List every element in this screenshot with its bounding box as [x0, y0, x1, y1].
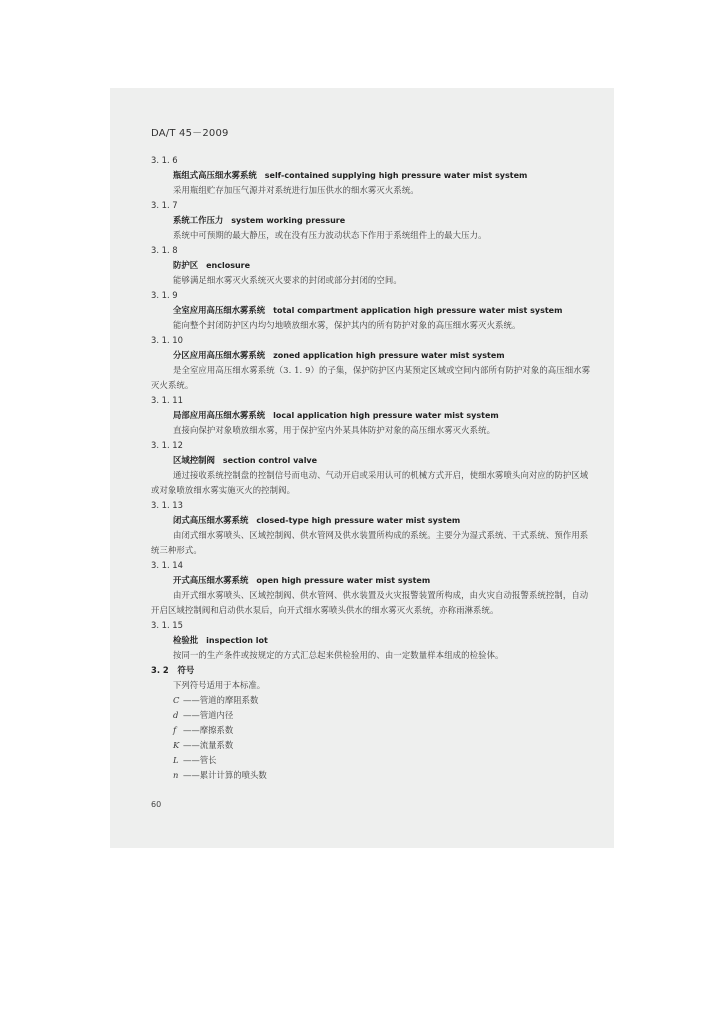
entry-number: 3. 1. 6 [151, 155, 178, 165]
entry-definition: 直接向保护对象喷放细水雾，用于保护室内外某具体防护对象的高压细水雾灭火系统。 [173, 425, 496, 435]
symbol-desc: ——管道的摩阻系数 [183, 695, 259, 705]
term-zh: 分区应用高压细水雾系统 [173, 350, 266, 360]
symbol-desc: ——累计计算的喷头数 [183, 770, 267, 780]
entry-number: 3. 1. 11 [151, 395, 183, 405]
symbol: K [173, 740, 180, 750]
symbol-item [151, 768, 591, 783]
entry-number: 3. 1. 9 [151, 290, 178, 300]
entry-number: 3. 1. 10 [151, 335, 183, 345]
section-number: 3. 2 [151, 665, 169, 675]
term-en: total compartment application high pressure water mist system [273, 306, 563, 315]
symbol: n [173, 770, 179, 780]
entry-3-1-10 [151, 333, 591, 393]
term-en: zoned application high pressure water mist system [273, 351, 505, 360]
entry-term [151, 348, 591, 363]
entry-3-1-15 [151, 618, 591, 663]
section-title: 符号 [177, 665, 195, 675]
symbols-intro: 下列符号适用于本标准。 [173, 680, 266, 690]
symbols-section [151, 663, 591, 783]
document-body [151, 153, 591, 783]
symbol-desc: ——管道内径 [183, 710, 234, 720]
entry-definition: 由闭式细水雾喷头、区域控制阀、供水管网及供水装置所构成的系统。主要分为湿式系统、干式系统、预作用系统三种形式。 [151, 530, 589, 555]
term-en: local application high pressure water mist system [273, 411, 499, 420]
symbol: f [173, 725, 177, 735]
entry-term [151, 513, 591, 528]
entry-definition: 采用瓶组贮存加压气源并对系统进行加压供水的细水雾灭火系统。 [173, 185, 419, 195]
entry-definition: 能够满足细水雾灭火系统灭火要求的封闭或部分封闭的空间。 [173, 275, 402, 285]
symbol: d [173, 710, 179, 720]
entry-term [151, 573, 591, 588]
symbol-item [151, 708, 591, 723]
term-zh: 开式高压细水雾系统 [173, 575, 249, 585]
entry-number: 3. 1. 7 [151, 200, 178, 210]
term-en: self-contained supplying high pressure water mist system [264, 171, 528, 180]
entry-3-1-13 [151, 498, 591, 558]
symbol-item [151, 723, 591, 738]
entry-3-1-14 [151, 558, 591, 618]
symbol-item [151, 738, 591, 753]
entry-3-1-7 [151, 198, 591, 243]
entry-3-1-9 [151, 288, 591, 333]
term-en: section control valve [222, 456, 318, 465]
entry-3-1-11 [151, 393, 591, 438]
term-zh: 闭式高压细水雾系统 [173, 515, 249, 525]
entry-3-1-6 [151, 153, 591, 198]
symbol: C [173, 695, 180, 705]
entry-definition: 系统中可预期的最大静压，或在没有压力波动状态下作用于系统组件上的最大压力。 [173, 230, 487, 240]
symbol-desc: ——管长 [183, 755, 217, 765]
symbol-item [151, 753, 591, 768]
standard-code: DA/T 45－2009 [151, 128, 229, 139]
term-en: inspection lot [206, 636, 268, 645]
symbol-desc: ——流量系数 [183, 740, 234, 750]
entry-term [151, 408, 591, 423]
entry-number: 3. 1. 14 [151, 560, 183, 570]
term-zh: 全室应用高压细水雾系统 [173, 305, 266, 315]
entry-definition: 按同一的生产条件或按规定的方式汇总起来供检验用的、由一定数量样本组成的检验体。 [173, 650, 504, 660]
entry-term [151, 303, 591, 318]
entry-definition: 是全室应用高压细水雾系统（3. 1. 9）的子集，保护防护区内某预定区域或空间内部所有防护对象的高压细水雾灭火系统。 [151, 365, 591, 390]
entry-definition: 能向整个封闭防护区内均匀地喷放细水雾，保护其内的所有防护对象的高压细水雾灭火系统。 [173, 320, 521, 330]
symbol: L [173, 755, 179, 765]
term-zh: 系统工作压力 [173, 215, 224, 225]
entry-term [151, 213, 591, 228]
entry-number: 3. 1. 8 [151, 245, 178, 255]
term-zh: 局部应用高压细水雾系统 [173, 410, 266, 420]
symbol-desc: ——摩擦系数 [183, 725, 234, 735]
term-en: enclosure [206, 261, 251, 270]
term-zh: 瓶组式高压细水雾系统 [173, 170, 257, 180]
section-heading [151, 663, 591, 678]
entry-term [151, 633, 591, 648]
page-number: 60 [151, 800, 162, 809]
term-en: system working pressure [231, 216, 346, 225]
entry-term [151, 453, 591, 468]
entry-number: 3. 1. 15 [151, 620, 183, 630]
entry-3-1-12 [151, 438, 591, 498]
entry-term [151, 258, 591, 273]
entry-3-1-8 [151, 243, 591, 288]
term-en: closed-type high pressure water mist system [256, 516, 461, 525]
entry-term [151, 168, 591, 183]
entry-definition: 由开式细水雾喷头、区域控制阀、供水管网、供水装置及火灾报警装置所构成，由火灾自动报警系统控制，自动开启区域控制阀和启动供水泵后，向开式细水雾喷头供水的细水雾灭火系统，亦称雨淋系统。 [151, 590, 589, 615]
term-zh: 检验批 [173, 635, 199, 645]
symbol-item [151, 693, 591, 708]
term-en: open high pressure water mist system [256, 576, 431, 585]
term-zh: 区域控制阀 [173, 455, 215, 465]
term-zh: 防护区 [173, 260, 199, 270]
entry-number: 3. 1. 12 [151, 440, 183, 450]
entry-number: 3. 1. 13 [151, 500, 183, 510]
entry-definition: 通过接收系统控制盘的控制信号而电动、气动开启或采用认可的机械方式开启，使细水雾喷头向对应的防护区域或对象喷放细水雾实施灭火的控制阀。 [151, 470, 589, 495]
